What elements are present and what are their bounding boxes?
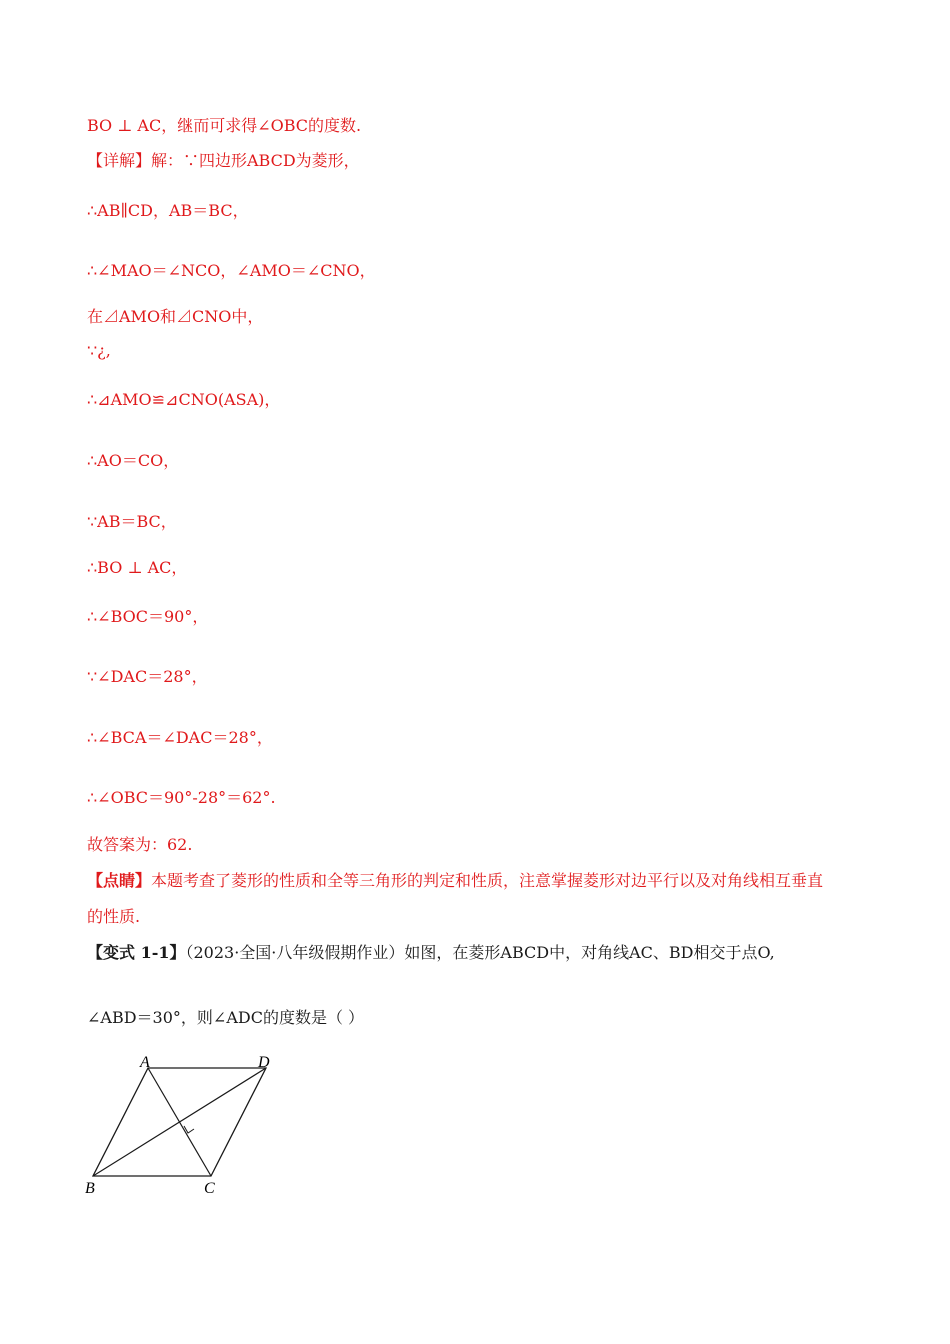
solution-line-12: ∵∠DAC＝28°， xyxy=(87,667,208,686)
vertex-label-b: B xyxy=(85,1180,95,1197)
comment-line-1 xyxy=(87,871,823,891)
variant-question-1: 如图，在菱形ABCD中，对角线AC、BD相交于点O, xyxy=(404,943,775,962)
comment-label: 【点睛】 xyxy=(87,871,152,890)
vertex-label-c: C xyxy=(204,1180,215,1197)
comment-line-2: 的性质. xyxy=(87,907,141,926)
solution-line-4: ∴∠MAO＝∠NCO，∠AMO＝∠CNO， xyxy=(87,261,376,280)
solution-line-5: 在⊿AMO和⊿CNO中， xyxy=(87,307,264,326)
solution-line-10: ∴BO ⊥ AC， xyxy=(87,558,188,577)
answer-line: 故答案为：62. xyxy=(87,835,193,854)
rhombus-figure xyxy=(80,1055,280,1200)
solution-line-9: ∵AB＝BC， xyxy=(87,512,177,531)
variant-question-2: ∠ABD＝30°，则∠ADC的度数是（ ） xyxy=(87,1008,365,1027)
solution-line-1: BO ⊥ AC，继而可求得∠OBC的度数. xyxy=(87,116,362,135)
vertex-label-a: A xyxy=(140,1055,150,1071)
solution-line-7: ∴⊿AMO≌⊿CNO(ASA)， xyxy=(87,390,281,409)
solution-line-2: 【详解】解：∵四边形ABCD为菱形， xyxy=(87,151,360,170)
solution-line-3: ∴AB∥CD，AB＝BC， xyxy=(87,201,249,220)
solution-line-13: ∴∠BCA＝∠DAC＝28°， xyxy=(87,728,273,747)
solution-line-14: ∴∠OBC＝90°-28°＝62°. xyxy=(87,788,276,807)
comment-text-1: 本题考查了菱形的性质和全等三角形的判定和性质，注意掌握菱形对边平行以及对角线相互垂直 xyxy=(151,871,824,890)
solution-line-11: ∴∠BOC＝90°， xyxy=(87,607,209,626)
diagonal-bd xyxy=(93,1068,266,1176)
solution-line-6: ∵¿, xyxy=(87,341,111,360)
variant-label: 【变式 1-1】 xyxy=(87,943,186,962)
variant-line-1 xyxy=(87,943,775,963)
vertex-label-d: D xyxy=(258,1055,270,1071)
solution-line-8: ∴AO＝CO， xyxy=(87,451,180,470)
variant-source: （2023·全国·八年级假期作业） xyxy=(185,943,405,962)
